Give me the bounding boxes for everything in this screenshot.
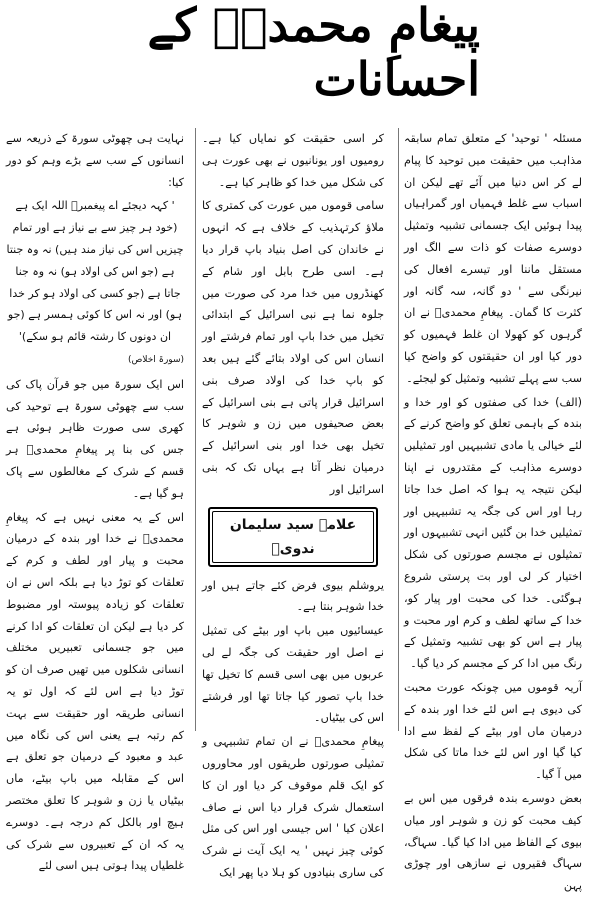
- paragraph: بعض دوسرے بندہ فرقوں میں اس بے کیف محبت کو زن و شوہر اور میاں بیوی کے الفاظ میں ادا کیا گیا۔ سہاگ، سہاگ فقیروں نے سازھی اور چوڑی پہن: [404, 791, 582, 893]
- paragraph: اس کے یہ معنی نہیں ہے کہ پیغامِ محمدیؐ نے خدا اور بندہ کے درمیان محبت و پیار اور لطف و کرم کے تعلقات کو توڑ دیا ہے بلکہ اس نے ان تعلقات کو زیادہ پیوستہ اور مضبوط کر دیا ہے لیکن ان تعلقات کو ادا کرنے میں جو جسمانی تعبیریں مختلف انسانی شکلوں میں تھیں صرف ان کو توڑ دیا ہے اس لئے کہ اول تو یہ انسانی طریقہ اور حقیقت سے بہت کم رتبہ ہے یعنی اس کی نگاہ میں عبد و معبود کے درمیان جو تعلق ہے اس کے مقابلہ میں باپ بیٹے، ماں بیٹیاں یا زن و شوہر کا تعلق مختصر ہیچ اور بالکل کم درجہ ہے۔ دوسرے یہ کہ ان کے تعبیروں سے شرک کی غلطیاں پیدا ہوتی ہیں اسی لئے: [6, 510, 184, 873]
- author-byline-box: [208, 507, 378, 567]
- paragraph: اس ایک سورۃ میں جو قرآن پاک کی سب سے چھوٹی سورۃ ہے توحید کی کھری سی صورت ظاہر ہوئی ہے جس کی بنا پر پیغامِ محمدیؐ ہر قسم کے شرک کے مغالطوں سے پاک ہو گیا ہے۔: [6, 377, 184, 500]
- paragraph: (الف) خدا کی صفتوں کو اور خدا و بندہ کے باہمی تعلق کو واضح کرنے کے لئے خیالی یا مادی تشبیہیں اور تمثیلیں دوسرے مذاہب کے مقتدروں نے اپنا لیکن نتیجہ یہ ہوا کہ اصل خدا جاتا رہا اور اس کی جگہ یہ تشبیہیں اور تمثیلیں خدا بن گئیں انہی تشبیہوں اور تمثیلوں نے مجسم صورتوں کی شکل اختیار کر لی اور بت پرستی شروع ہوگئی۔ خدا کی محبت اور پیار کو، خدا کے ساتھ لطف و کرم اور محبت و پیار ہے اس کو بھی تشبیہ وتمثیل کے رنگ میں ادا کر کے مجسم کر دیا گیا۔: [404, 395, 582, 671]
- paragraph: سامی قوموں میں عورت کی کمتری کا ملاؤ کرتہذیب کے خلاف ہے کہ انہوں نے خاندان کی اصل بنیاد باپ قرار دیا ہے۔ اسی طرح بابل اور شام کے کھنڈروں میں خدا مرد کی صورت میں جلوہ نما ہے نبی اسرائیل کے ابتدائی تخیل میں خدا باپ اور تمام فرشتے اور انسان اس کی اولاد بتائے گئے ہیں بعد کو باپ خدا کی اولاد صرف بنی اسرائیل قرار پاتی ہے بنی اسرائیل کے بعض صحیفوں میں زن و شوہر کا تخیل بھی خدا اور بنی اسرائیل کے درمیان نظر آتا ہے یہاں تک کہ بنی اسرائیل اور: [202, 199, 384, 496]
- article-title: پیغامِ محمدیؐ کے احسانات: [147, 0, 480, 106]
- paragraph: پیغامِ محمدیؐ نے ان تمام تشبیہی و تمثیلی صورتوں طریقوں اور محاوروں کو ایک قلم موقوف کر دیا اور ان کا استعمال شرک قرار دیا اس نے صاف اعلان کیا ' اس جیسی اور اس کی مثل کوئی چیز نہیں ' یہ ایک آیت نے شرک کی ساری بنیادوں کو ہلا دیا پھر ایک: [202, 735, 384, 879]
- column-divider: [398, 128, 399, 731]
- surah-reference: (سورۃ اخلاص): [127, 354, 184, 365]
- paragraph: کر اسی حقیقت کو نمایاں کیا ہے۔ رومیوں اور یونانیوں نے بھی عورت ہی کی شکل میں خدا کو ظاہر کیا ہے۔: [202, 132, 384, 189]
- paragraph: مسئلہ ' توحید' کے متعلق تمام سابقہ مذاہب میں حقیقت میں توحید کا پیام لے کر اس دنیا میں آئے تھے لیکن ان اسباب سے غلط فہمیاں اور گمراہیاں پیدا ہوئیں ایک جسمانی تشبیہ وتمثیل دوسرے صفات کو ذات سے الگ اور مستقل ماننا اور تیسرے افعال کی نیرنگی سے ' دو گانہ، سہ گانہ اور کثرت کا گمان۔ پیغامِ محمدیؐ نے ان گرہوں کو کھولا ان غلط فہمیوں کو دور کیا اور ان حقیقتوں کو واضح کیا سب سے پہلے تشبیہ وتمثیل کو لیجئے۔: [404, 132, 582, 385]
- paragraph: عیسائیوں میں باپ اور بیٹے کی تمثیل نے اصل اور حقیقت کی جگہ لے لی عربوں میں بھی اسی قسم کا تخیل تھا خدا باپ تصور کیا جاتا تھا اور فرشتے اس کی بیٹیاں۔: [202, 624, 384, 725]
- quran-quote: ' کہہ دیجئے اے پیغمبرؐ اللہ ایک ہے (خود ہر چیز سے بے نیاز ہے اور تمام چیزیں اس کی نیاز مند ہیں) نہ وہ جنتا ہے (جو اس کی اولاد ہو) نہ وہ جنا جاتا ہے (جو کسی کی اولاد ہو کر خدا ہو) اور نہ اس کا کوئی ہمسر ہے (جو ان دونوں کا رشتہ قائم ہو سکے)': [6, 199, 184, 344]
- article-column-right: [404, 128, 582, 893]
- column-divider: [195, 128, 196, 731]
- article-column-left: [6, 128, 184, 873]
- paragraph: یروشلم بیوی فرض کئے جاتے ہیں اور خدا شوہر بنتا ہے۔: [202, 578, 384, 614]
- paragraph: نہایت ہی چھوٹی سورۃ کے ذریعہ سے انسانوں کے سب سے بڑے وہم کو دور کیا:: [6, 132, 184, 189]
- author-name: علامہ سید سلیمان ندویؒ: [229, 516, 357, 557]
- article-column-middle: [202, 128, 384, 879]
- paragraph: آریہ قوموں میں چونکہ عورت محبت کی دیوی ہے اس لئے خدا اور بندہ کے درمیان ماں اور بیٹے کے لفظ سے ادا کیا گیا اور اس لئے خدا ماتا کی شکل میں آ گیا۔: [404, 680, 582, 782]
